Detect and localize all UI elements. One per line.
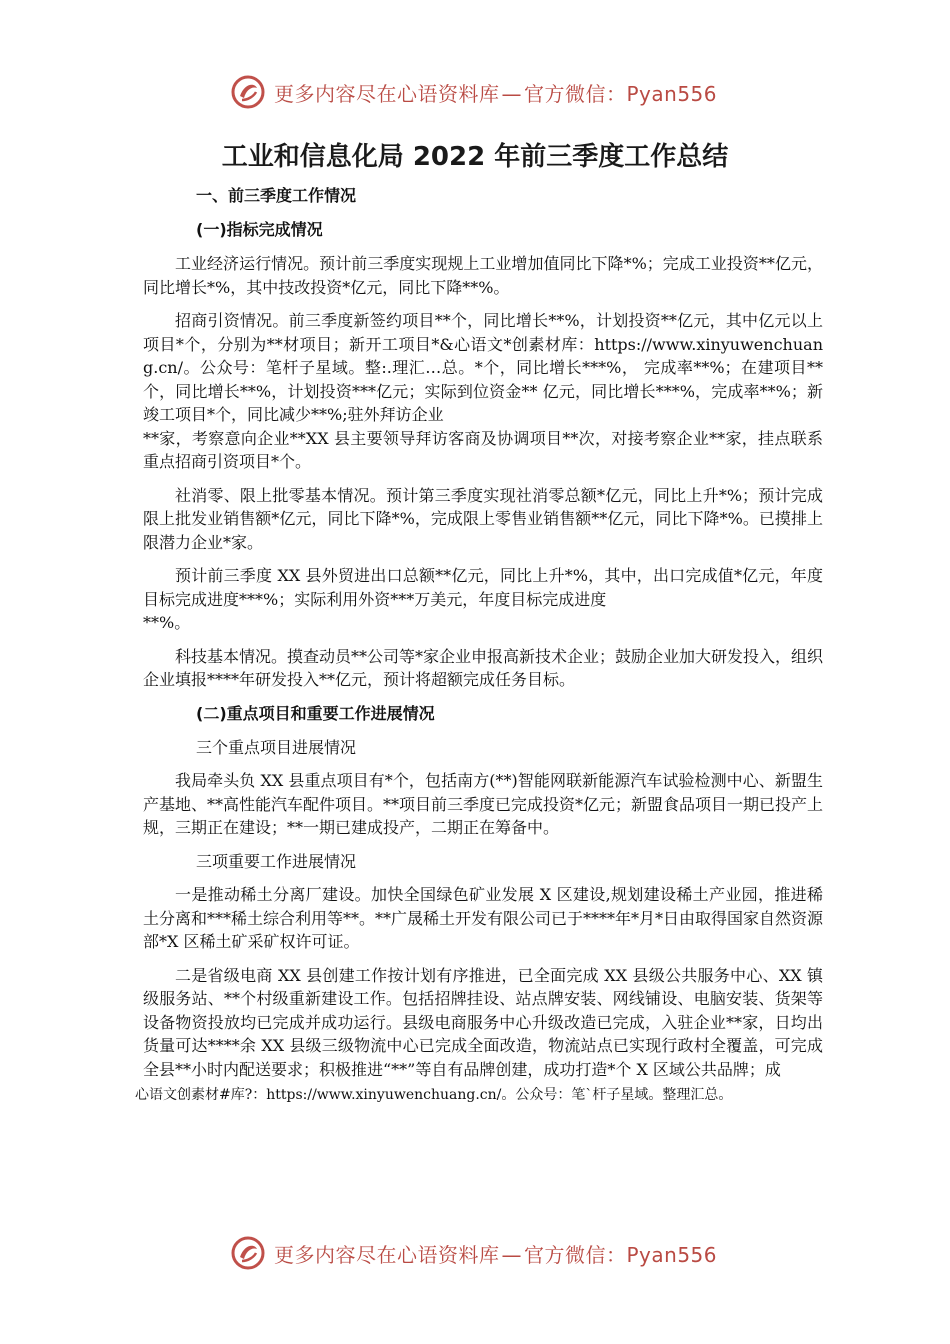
subsection-heading: (一)指标完成情况: [196, 220, 323, 239]
paragraph: **家，考察意向企业**XX 县主要领导拜访客商及协调项目**次，对接考察企业**家，挂点联系重点招商引资项目*个。: [143, 428, 823, 471]
paragraph: **%。: [143, 613, 191, 632]
subsection-heading: (二)重点项目和重要工作进展情况: [196, 703, 435, 723]
paragraph: 我局牵头负 XX 县重点项目有*个，包括南方(**)智能网联新能源汽车试验检测中心、新盟生产基地、**高性能汽车配件项目。**项目前三季度已完成投资*亿元；新盟食品项目一期已投产上规，三期正在建设；**一期已建成投产，二期正在筹备中。: [143, 771, 824, 837]
paragraph: 二是省级电商 XX 县创建工作按计划有序推进，已全面完成 XX 县级公共服务中心、XX 镇级服务站、**个村级重新建设工作。包括招牌挂设、站点牌安装、网线铺设、电脑安装、货架等设备物资投放均已完成并成功运行。县级电商服务中心升级改造已完成，入驻企业**家，日均出货量可达****余 XX 县级三级物流中心已完成全面改造，物流站点已实现行政村全覆盖，可完成全县**小时内配送要求；积极推进“**”等自有品牌创建，成功打造*个 X 区域公共品牌；成: [143, 965, 823, 1079]
swirl-flower-logo-icon: [230, 1235, 266, 1271]
paragraph: 科技基本情况。摸查动员**公司等*家企业申报高新技术企业；鼓励企业加大研发投入，组织企业填报****年研发投入**亿元，预计将超额完成任务目标。: [143, 646, 824, 689]
paragraph: 预计前三季度 XX 县外贸进出口总额**亿元，同比上升*%，其中，出口完成值*亿元，年度目标完成进度***%；实际利用外资***万美元，年度目标完成进度: [143, 566, 823, 609]
footer-banner: [230, 1233, 750, 1273]
plain-line: 三项重要工作进展情况: [196, 851, 357, 871]
swirl-flower-logo-icon: [230, 74, 266, 110]
paragraph: 一是推动稀土分离厂建设。加快全国绿色矿业发展 X 区建设,规划建设稀土产业园，推进稀土分离和***稀土综合利用等**。**广晟稀土开发有限公司已于****年*月*日由取得国家自然资源部*X 区稀土矿采矿权许可证。: [143, 885, 824, 951]
paragraph: 工业经济运行情况。预计前三季度实现规上工业增加值同比下降*%；完成工业投资**亿元，同比增长*%，其中技改投资*亿元，同比下降**%。: [143, 254, 823, 297]
paragraph: 社消零、限上批零基本情况。预计第三季度实现社消零总额*亿元，同比上升*%；预计完成限上批发业销售额*亿元，同比下降*%，完成限上零售业销售额**亿元，同比下降*%。已摸排上限潜力企业*家。: [143, 485, 823, 552]
banner-text: 更多内容尽在心语资料库 — 官方微信：Pyan556: [274, 81, 718, 106]
banner-text: 更多内容尽在心语资料库 — 官方微信：Pyan556: [274, 1242, 718, 1267]
section-heading: 一、前三季度工作情况: [196, 186, 357, 205]
tail-note: 心语文创素材#库?：https://www.xinyuwenchuang.cn/。公众号：笔`杆子星域。整理汇总。: [135, 1087, 733, 1103]
paragraph: 招商引资情况。前三季度新签约项目**个，同比增长**%，计划投资**亿元，其中亿元以上项目*个，分别为**材项目；新开工项目*&心语文*创素材库：https://www.xinyuwenchuang.cn/。公众号：笔杆子星域。整:.理汇…总。*个，同比增长***%， 完成率**%；在建项目**个，同比增长**%，计划投资***亿元；实际到位资金** 亿元，同比增长***%，完成率**%；新竣工项目*个，同比减少**%;驻外拜访企业: [143, 311, 823, 424]
header-banner: [230, 72, 750, 112]
plain-line: 三个重点项目进展情况: [196, 737, 357, 757]
document-body: [135, 184, 824, 1105]
page-title: 工业和信息化局 2022 年前三季度工作总结: [221, 142, 729, 172]
